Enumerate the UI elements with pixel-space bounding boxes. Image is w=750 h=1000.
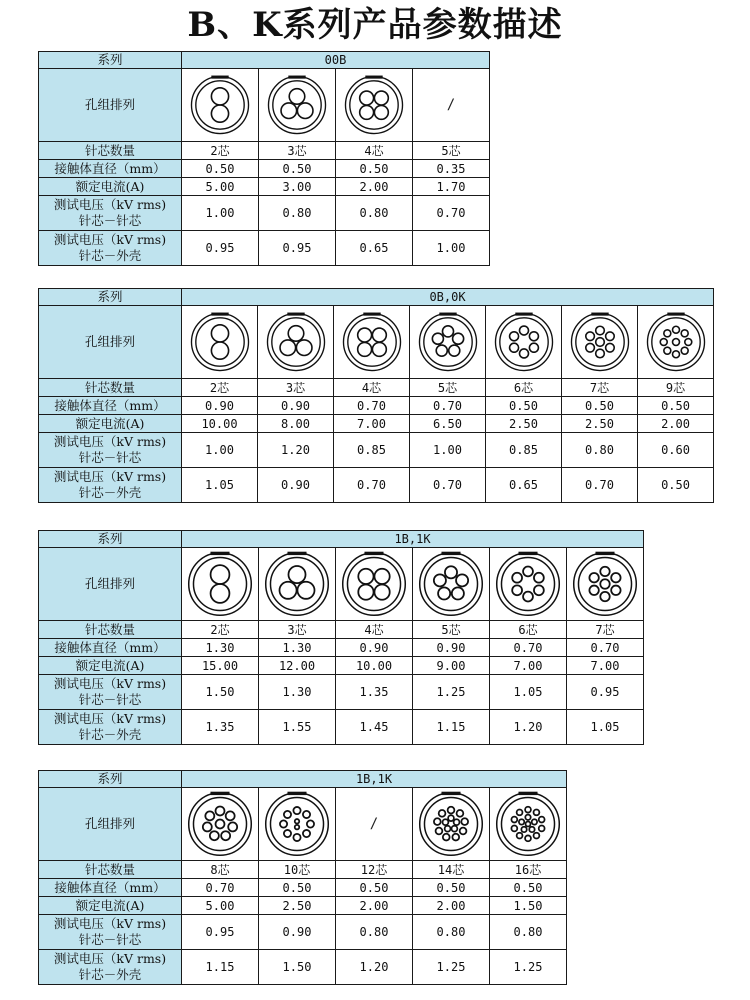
- pin-count-value: 6芯: [490, 621, 567, 639]
- test-voltage-pin-shell-value: 1.55: [259, 710, 336, 745]
- test-voltage-pin-pin-value: 1.00: [182, 433, 258, 468]
- pin-count-value: 4芯: [336, 142, 413, 160]
- label-line: 针芯－外壳: [78, 967, 142, 982]
- pin-count-label: 针芯数量: [39, 621, 182, 639]
- label-line: 测试电压（kV rms): [53, 711, 167, 726]
- layout-cell: [486, 306, 562, 379]
- table-row: [39, 468, 714, 503]
- rated-current-value: 9.00: [413, 657, 490, 675]
- test-voltage-pin-pin-value: 1.25: [413, 675, 490, 710]
- spec-table: [38, 288, 714, 503]
- layout-cell: [336, 548, 413, 621]
- diameter-value: 0.50: [562, 397, 638, 415]
- table-row: [39, 196, 490, 231]
- layout-cell: [567, 548, 644, 621]
- table-row: [39, 950, 567, 985]
- test-voltage-pin-shell-value: 0.65: [486, 468, 562, 503]
- table-row: [39, 415, 714, 433]
- test-voltage-pin-shell-label: [39, 468, 182, 503]
- label-line: 针芯－针芯: [78, 450, 142, 465]
- diameter-label: 接触体直径（mm）: [39, 397, 182, 415]
- rated-current-value: 6.50: [410, 415, 486, 433]
- layout-cell: [413, 69, 490, 142]
- series-label: 系列: [39, 289, 182, 306]
- rated-current-value: 2.00: [638, 415, 714, 433]
- pin-layout-6-icon: [493, 311, 555, 373]
- layout-cell: [490, 548, 567, 621]
- diameter-value: 0.35: [413, 160, 490, 178]
- pin-layout-3-icon: [265, 311, 327, 373]
- test-voltage-pin-shell-value: 0.70: [410, 468, 486, 503]
- pin-layout-16-icon: [494, 790, 562, 858]
- rated-current-value: 10.00: [182, 415, 258, 433]
- test-voltage-pin-pin-value: 0.80: [413, 915, 490, 950]
- pin-layout-8-icon: [186, 790, 254, 858]
- test-voltage-pin-pin-label: [39, 915, 182, 950]
- label-line: 针芯－外壳: [78, 727, 142, 742]
- test-voltage-pin-pin-value: 0.80: [562, 433, 638, 468]
- test-voltage-pin-shell-value: 1.50: [259, 950, 336, 985]
- layout-cell: [182, 306, 258, 379]
- diameter-value: 0.50: [486, 397, 562, 415]
- test-voltage-pin-shell-value: 1.20: [336, 950, 413, 985]
- layout-cell: [259, 788, 336, 861]
- rated-current-value: 7.00: [490, 657, 567, 675]
- rated-current-value: 2.50: [259, 897, 336, 915]
- test-voltage-pin-shell-value: 1.05: [567, 710, 644, 745]
- test-voltage-pin-pin-value: 0.80: [490, 915, 567, 950]
- test-voltage-pin-shell-value: 1.20: [490, 710, 567, 745]
- test-voltage-pin-shell-value: 0.70: [334, 468, 410, 503]
- layout-label: 孔组排列: [39, 69, 182, 142]
- rated-current-value: 5.00: [182, 178, 259, 196]
- table-row: [39, 433, 714, 468]
- pin-layout-2-icon: [186, 550, 254, 618]
- layout-cell: [182, 69, 259, 142]
- rated-current-value: 1.70: [413, 178, 490, 196]
- test-voltage-pin-shell-value: 0.50: [638, 468, 714, 503]
- diameter-value: 0.50: [182, 160, 259, 178]
- test-voltage-pin-pin-value: 0.95: [182, 915, 259, 950]
- rated-current-value: 5.00: [182, 897, 259, 915]
- rated-current-value: 10.00: [336, 657, 413, 675]
- pin-count-value: 16芯: [490, 861, 567, 879]
- test-voltage-pin-pin-value: 0.70: [413, 196, 490, 231]
- pin-layout-2-icon: [189, 74, 251, 136]
- pin-layout-14-icon: [417, 790, 485, 858]
- layout-cell: [182, 788, 259, 861]
- layout-cell: [413, 788, 490, 861]
- table-row: [39, 897, 567, 915]
- pin-count-value: 2芯: [182, 621, 259, 639]
- rated-current-value: 8.00: [258, 415, 334, 433]
- layout-label: 孔组排列: [39, 788, 182, 861]
- test-voltage-pin-shell-value: 0.95: [182, 231, 259, 266]
- test-voltage-pin-shell-value: 1.35: [182, 710, 259, 745]
- table-row: [39, 710, 644, 745]
- pin-count-value: 12芯: [336, 861, 413, 879]
- layout-cell: [258, 306, 334, 379]
- pin-count-value: 2芯: [182, 142, 259, 160]
- test-voltage-pin-shell-value: 1.45: [336, 710, 413, 745]
- pin-count-value: 5芯: [413, 621, 490, 639]
- label-line: 测试电压（kV rms): [53, 197, 167, 212]
- label-line: 测试电压（kV rms): [53, 232, 167, 247]
- test-voltage-pin-pin-label: [39, 196, 182, 231]
- test-voltage-pin-pin-value: 0.85: [334, 433, 410, 468]
- pin-layout-3-icon: [263, 550, 331, 618]
- diameter-value: 0.50: [336, 160, 413, 178]
- pin-layout-5-icon: [417, 311, 479, 373]
- test-voltage-pin-pin-value: 1.20: [258, 433, 334, 468]
- pin-count-label: 针芯数量: [39, 142, 182, 160]
- rated-current-value: 2.00: [413, 897, 490, 915]
- pin-count-value: 4芯: [334, 379, 410, 397]
- table-row: [39, 142, 490, 160]
- diameter-value: 0.70: [182, 879, 259, 897]
- rated-current-value: 2.50: [562, 415, 638, 433]
- series-value: 0B,0K: [182, 289, 714, 306]
- pin-count-label: 针芯数量: [39, 379, 182, 397]
- pin-count-value: 3芯: [259, 142, 336, 160]
- pin-layout-4-icon: [340, 550, 408, 618]
- layout-cell: [334, 306, 410, 379]
- table-row: [39, 879, 567, 897]
- test-voltage-pin-shell-value: 1.25: [413, 950, 490, 985]
- layout-label: 孔组排列: [39, 306, 182, 379]
- label-line: 针芯－针芯: [78, 692, 142, 707]
- table-row: [39, 160, 490, 178]
- test-voltage-pin-shell-value: 1.00: [413, 231, 490, 266]
- diameter-label: 接触体直径（mm）: [39, 879, 182, 897]
- test-voltage-pin-shell-label: [39, 231, 182, 266]
- pin-layout-9-icon: [645, 311, 707, 373]
- pin-layout-4-icon: [341, 311, 403, 373]
- series-value: 1B,1K: [182, 531, 644, 548]
- pin-layout-2-icon: [189, 311, 251, 373]
- layout-cell: [410, 306, 486, 379]
- test-voltage-pin-pin-value: 1.00: [410, 433, 486, 468]
- layout-cell: [638, 306, 714, 379]
- test-voltage-pin-pin-value: 0.80: [336, 196, 413, 231]
- pin-count-value: 5芯: [410, 379, 486, 397]
- diameter-value: 0.90: [182, 397, 258, 415]
- na-placeholder: /: [369, 816, 379, 832]
- pin-count-value: 9芯: [638, 379, 714, 397]
- pin-count-value: 3芯: [259, 621, 336, 639]
- diameter-value: 0.70: [334, 397, 410, 415]
- diameter-label: 接触体直径（mm）: [39, 639, 182, 657]
- test-voltage-pin-pin-value: 1.00: [182, 196, 259, 231]
- test-voltage-pin-shell-label: [39, 710, 182, 745]
- diameter-value: 0.50: [336, 879, 413, 897]
- layout-cell: [336, 788, 413, 861]
- rated-current-label: 额定电流(A): [39, 178, 182, 196]
- series-value: 00B: [182, 52, 490, 69]
- diameter-value: 1.30: [259, 639, 336, 657]
- test-voltage-pin-shell-value: 1.25: [490, 950, 567, 985]
- test-voltage-pin-shell-value: 0.90: [258, 468, 334, 503]
- test-voltage-pin-pin-value: 0.95: [567, 675, 644, 710]
- rated-current-value: 3.00: [259, 178, 336, 196]
- na-placeholder: /: [446, 97, 456, 113]
- table-row: [39, 397, 714, 415]
- test-voltage-pin-shell-value: 0.70: [562, 468, 638, 503]
- table-row: [39, 861, 567, 879]
- rated-current-label: 额定电流(A): [39, 897, 182, 915]
- rated-current-value: 1.50: [490, 897, 567, 915]
- pin-count-label: 针芯数量: [39, 861, 182, 879]
- test-voltage-pin-shell-value: 0.65: [336, 231, 413, 266]
- test-voltage-pin-pin-value: 1.50: [182, 675, 259, 710]
- pin-count-value: 3芯: [258, 379, 334, 397]
- label-line: 测试电压（kV rms): [53, 434, 167, 449]
- pin-count-value: 10芯: [259, 861, 336, 879]
- test-voltage-pin-shell-value: 1.05: [182, 468, 258, 503]
- diameter-value: 0.70: [567, 639, 644, 657]
- label-line: 测试电压（kV rms): [53, 951, 167, 966]
- label-line: 测试电压（kV rms): [53, 916, 167, 931]
- test-voltage-pin-shell-value: 0.95: [259, 231, 336, 266]
- diameter-value: 0.50: [259, 879, 336, 897]
- label-line: 针芯－外壳: [78, 485, 142, 500]
- test-voltage-pin-shell-label: [39, 950, 182, 985]
- table-row: [39, 621, 644, 639]
- diameter-value: 0.90: [336, 639, 413, 657]
- table-row: [39, 178, 490, 196]
- layout-cell: [259, 69, 336, 142]
- rated-current-label: 额定电流(A): [39, 415, 182, 433]
- series-label: 系列: [39, 531, 182, 548]
- rated-current-value: 2.00: [336, 178, 413, 196]
- label-line: 测试电压（kV rms): [53, 676, 167, 691]
- layout-cell: [413, 548, 490, 621]
- table-row: [39, 379, 714, 397]
- table-row: [39, 675, 644, 710]
- rated-current-value: 12.00: [259, 657, 336, 675]
- rated-current-value: 2.50: [486, 415, 562, 433]
- table-row: [39, 915, 567, 950]
- rated-current-value: 7.00: [567, 657, 644, 675]
- pin-count-value: 14芯: [413, 861, 490, 879]
- label-line: 针芯－针芯: [78, 932, 142, 947]
- test-voltage-pin-pin-value: 0.90: [259, 915, 336, 950]
- diameter-value: 0.70: [490, 639, 567, 657]
- spec-table: [38, 51, 490, 266]
- series-label: 系列: [39, 771, 182, 788]
- diameter-value: 0.50: [413, 879, 490, 897]
- rated-current-label: 额定电流(A): [39, 657, 182, 675]
- label-line: 针芯－针芯: [78, 213, 142, 228]
- label-line: 测试电压（kV rms): [53, 469, 167, 484]
- layout-label: 孔组排列: [39, 548, 182, 621]
- spec-table: [38, 530, 644, 745]
- test-voltage-pin-pin-value: 0.80: [336, 915, 413, 950]
- spec-table: [38, 770, 567, 985]
- layout-cell: [490, 788, 567, 861]
- pin-count-value: 8芯: [182, 861, 259, 879]
- diameter-value: 0.90: [413, 639, 490, 657]
- series-label: 系列: [39, 52, 182, 69]
- layout-cell: [182, 548, 259, 621]
- rated-current-value: 2.00: [336, 897, 413, 915]
- pin-count-value: 7芯: [567, 621, 644, 639]
- table-row: [39, 231, 490, 266]
- diameter-value: 0.50: [490, 879, 567, 897]
- test-voltage-pin-pin-value: 1.35: [336, 675, 413, 710]
- test-voltage-pin-pin-label: [39, 675, 182, 710]
- pin-layout-6-icon: [494, 550, 562, 618]
- pin-count-value: 4芯: [336, 621, 413, 639]
- test-voltage-pin-shell-value: 1.15: [413, 710, 490, 745]
- diameter-value: 0.50: [638, 397, 714, 415]
- test-voltage-pin-pin-label: [39, 433, 182, 468]
- layout-cell: [259, 548, 336, 621]
- pin-count-value: 2芯: [182, 379, 258, 397]
- diameter-value: 0.90: [258, 397, 334, 415]
- pin-layout-7-icon: [571, 550, 639, 618]
- test-voltage-pin-shell-value: 1.15: [182, 950, 259, 985]
- pin-layout-3-icon: [266, 74, 328, 136]
- layout-cell: [336, 69, 413, 142]
- pin-layout-7-icon: [569, 311, 631, 373]
- test-voltage-pin-pin-value: 0.80: [259, 196, 336, 231]
- test-voltage-pin-pin-value: 1.05: [490, 675, 567, 710]
- rated-current-value: 15.00: [182, 657, 259, 675]
- label-line: 针芯－外壳: [78, 248, 142, 263]
- pin-count-value: 5芯: [413, 142, 490, 160]
- rated-current-value: 7.00: [334, 415, 410, 433]
- pin-layout-5-icon: [417, 550, 485, 618]
- series-value: 1B,1K: [182, 771, 567, 788]
- test-voltage-pin-pin-value: 1.30: [259, 675, 336, 710]
- page-title: B、K系列产品参数描述: [187, 5, 563, 45]
- pin-layout-10-icon: [263, 790, 331, 858]
- test-voltage-pin-pin-value: 0.60: [638, 433, 714, 468]
- test-voltage-pin-pin-value: 0.85: [486, 433, 562, 468]
- diameter-value: 0.70: [410, 397, 486, 415]
- diameter-value: 0.50: [259, 160, 336, 178]
- diameter-value: 1.30: [182, 639, 259, 657]
- layout-cell: [562, 306, 638, 379]
- diameter-label: 接触体直径（mm）: [39, 160, 182, 178]
- table-row: [39, 639, 644, 657]
- pin-layout-4-icon: [343, 74, 405, 136]
- pin-count-value: 6芯: [486, 379, 562, 397]
- pin-count-value: 7芯: [562, 379, 638, 397]
- table-row: [39, 657, 644, 675]
